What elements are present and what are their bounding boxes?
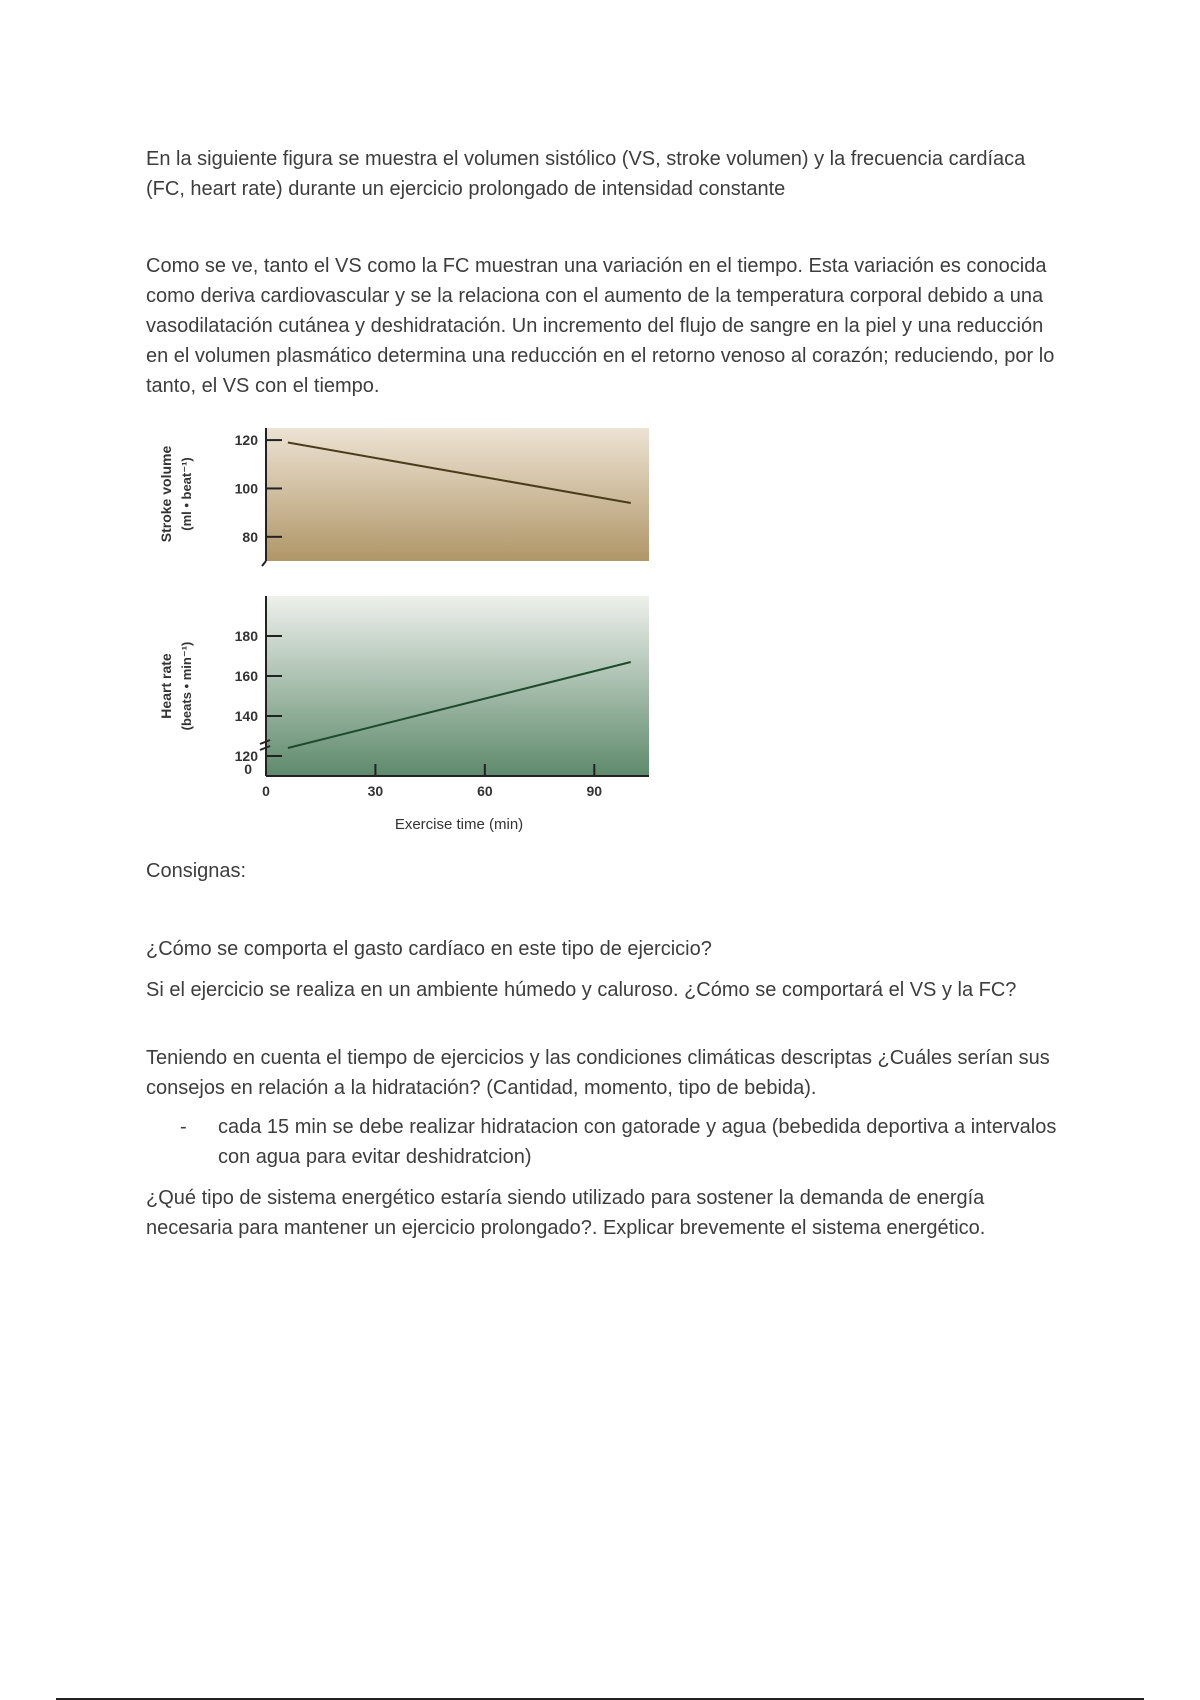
heart-rate-ytick-label-160: 160	[234, 668, 258, 684]
consignas-title: Consignas:	[146, 860, 247, 882]
explanation-paragraph: Como se ve, tanto el VS como la FC muestran una variación en el tiempo. Esta variación es conocida como deriva cardiovascular y se la relaciona con el aumento de la temperatura corporal debido a una vasodilatación cutánea y deshidratación. Un incremento del flujo de sangre en la piel y una reducción en el volumen plasmático determina una reducción en el retorno venoso al corazón; reduciendo, por lo tanto, el VS con el tiempo.	[146, 255, 1055, 397]
stroke-volume-ytick-label-80: 80	[242, 528, 258, 545]
question-4: ¿Qué tipo de sistema energético estaría siendo utilizado para sostener la demanda de energía necesaria para mantener un ejercicio prolongado?. Explicar brevemente el sistema energético.	[146, 1187, 986, 1239]
heart-rate-ytick-label-180: 180	[234, 628, 258, 644]
x-tick-label-60: 60	[477, 783, 493, 799]
heart-rate-ytick-label-120: 120	[234, 748, 258, 764]
x-axis-label: Exercise time (min)	[394, 816, 524, 833]
figure-svg	[148, 418, 668, 843]
stroke-volume-ylabel-units: (ml • beat⁻¹)	[179, 457, 194, 531]
stroke-volume-ylabel: Stroke volume	[158, 445, 174, 543]
stroke-volume-ytick-label-120: 120	[234, 432, 258, 449]
x-tick-label-90: 90	[586, 783, 603, 799]
question-1: ¿Cómo se comporta el gasto cardíaco en este tipo de ejercicio?	[146, 938, 712, 960]
answer-bullet-text: cada 15 min se debe realizar hidratacion con gatorade y agua (bebedida deportiva a intervalos con agua para evitar deshidratcion)	[218, 1116, 1057, 1168]
question-2: Si el ejercicio se realiza en un ambiente húmedo y caluroso. ¿Cómo se comportará el VS y la FC?	[146, 979, 1017, 1001]
bullet-dash: -	[180, 1116, 187, 1138]
x-tick-label-0: 0	[262, 783, 270, 799]
intro-paragraph: En la siguiente figura se muestra el volumen sistólico (VS, stroke volumen) y la frecuencia cardíaca (FC, heart rate) durante un ejercicio prolongado de intensidad constante	[146, 148, 1026, 200]
cardiovascular-drift-figure	[148, 418, 668, 848]
heart-rate-plot-area	[266, 596, 649, 776]
heart-rate-zero-label: 0	[244, 761, 252, 777]
stroke-volume-ytick-label-100: 100	[234, 480, 258, 497]
stroke-volume-axis-break	[262, 561, 266, 566]
heart-rate-ylabel-units: (beats • min⁻¹)	[179, 641, 194, 731]
heart-rate-ylabel: Heart rate	[158, 653, 174, 719]
heart-rate-ytick-label-140: 140	[234, 708, 258, 724]
question-3: Teniendo en cuenta el tiempo de ejercicios y las condiciones climáticas descriptas ¿Cuáles serían sus consejos en relación a la hidratación? (Cantidad, momento, tipo de bebida).	[146, 1047, 1050, 1099]
x-tick-label-30: 30	[367, 783, 384, 799]
